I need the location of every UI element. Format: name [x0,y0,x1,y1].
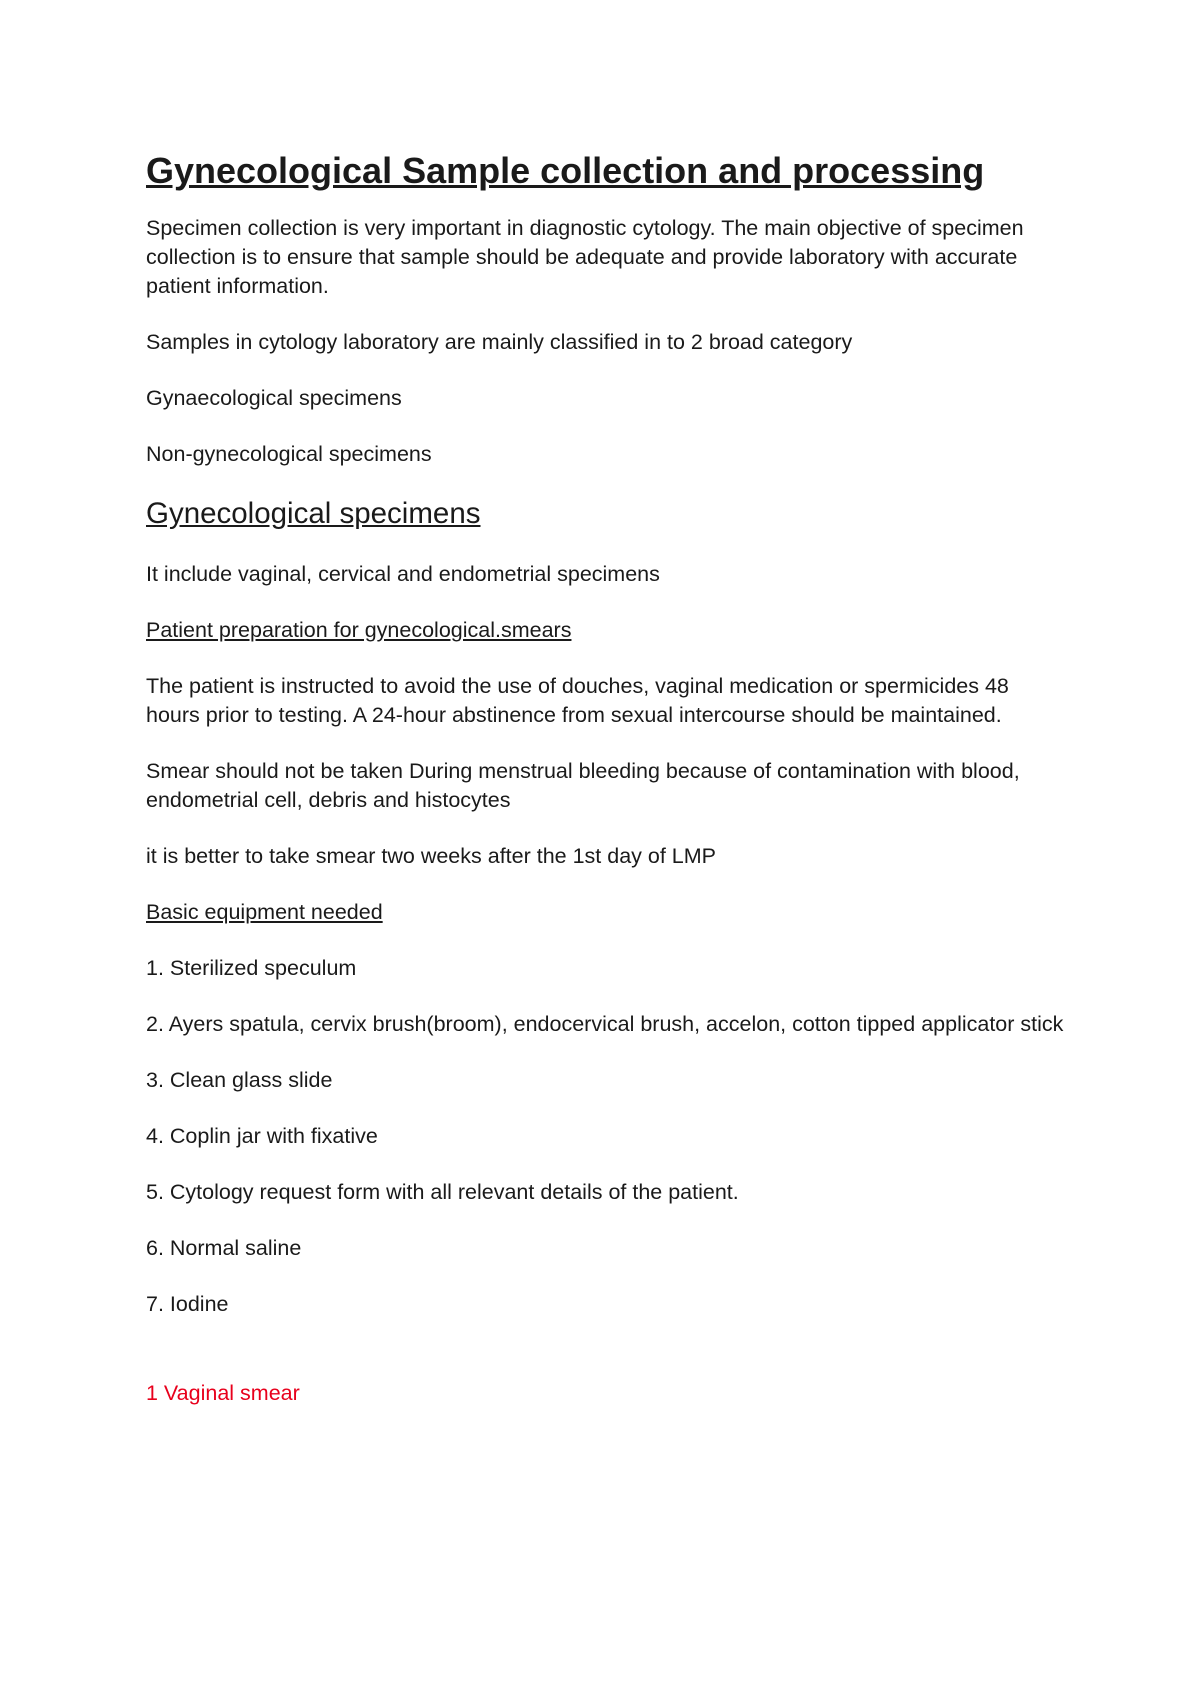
classification-paragraph: Samples in cytology laboratory are mainly classified in to 2 broad category [146,330,853,354]
equipment-heading: Basic equipment needed [146,900,383,924]
equipment-item: 5. Cytology request form with all relevant details of the patient. [146,1180,739,1204]
equipment-item: 4. Coplin jar with fixative [146,1124,378,1148]
patient-prep-paragraph: The patient is instructed to avoid the use of douches, vaginal medication or spermicides 48 hours prior to testing. A 24-hour abstinence from sexual intercourse should be maintained. [146,674,1009,727]
equipment-item: 1. Sterilized speculum [146,956,357,980]
patient-prep-paragraph: it is better to take smear two weeks after the 1st day of LMP [146,844,717,868]
equipment-item: 7. Iodine [146,1292,229,1316]
section-heading: Gynecological specimens [146,497,481,530]
category-item: Gynaecological specimens [146,386,402,410]
document-title: Gynecological Sample collection and processing [146,150,985,191]
document-page [146,148,1066,1408]
patient-prep-paragraph: Smear should not be taken During menstrual bleeding because of contamination with blood, endometrial cell, debris and histocytes [146,759,1020,812]
category-item: Non-gynecological specimens [146,442,432,466]
intro-paragraph: Specimen collection is very important in diagnostic cytology. The main objective of specimen collection is to ensure that sample should be adequate and provide laboratory with accurate patient information. [146,216,1024,298]
section-description: It include vaginal, cervical and endometrial specimens [146,562,660,586]
vaginal-smear-heading: 1 Vaginal smear [146,1381,300,1405]
equipment-item: 6. Normal saline [146,1236,302,1260]
equipment-item: 3. Clean glass slide [146,1068,333,1092]
patient-prep-heading: Patient preparation for gynecological.smears [146,618,572,642]
equipment-item: 2. Ayers spatula, cervix brush(broom), endocervical brush, accelon, cotton tipped applicator stick [146,1012,1064,1036]
